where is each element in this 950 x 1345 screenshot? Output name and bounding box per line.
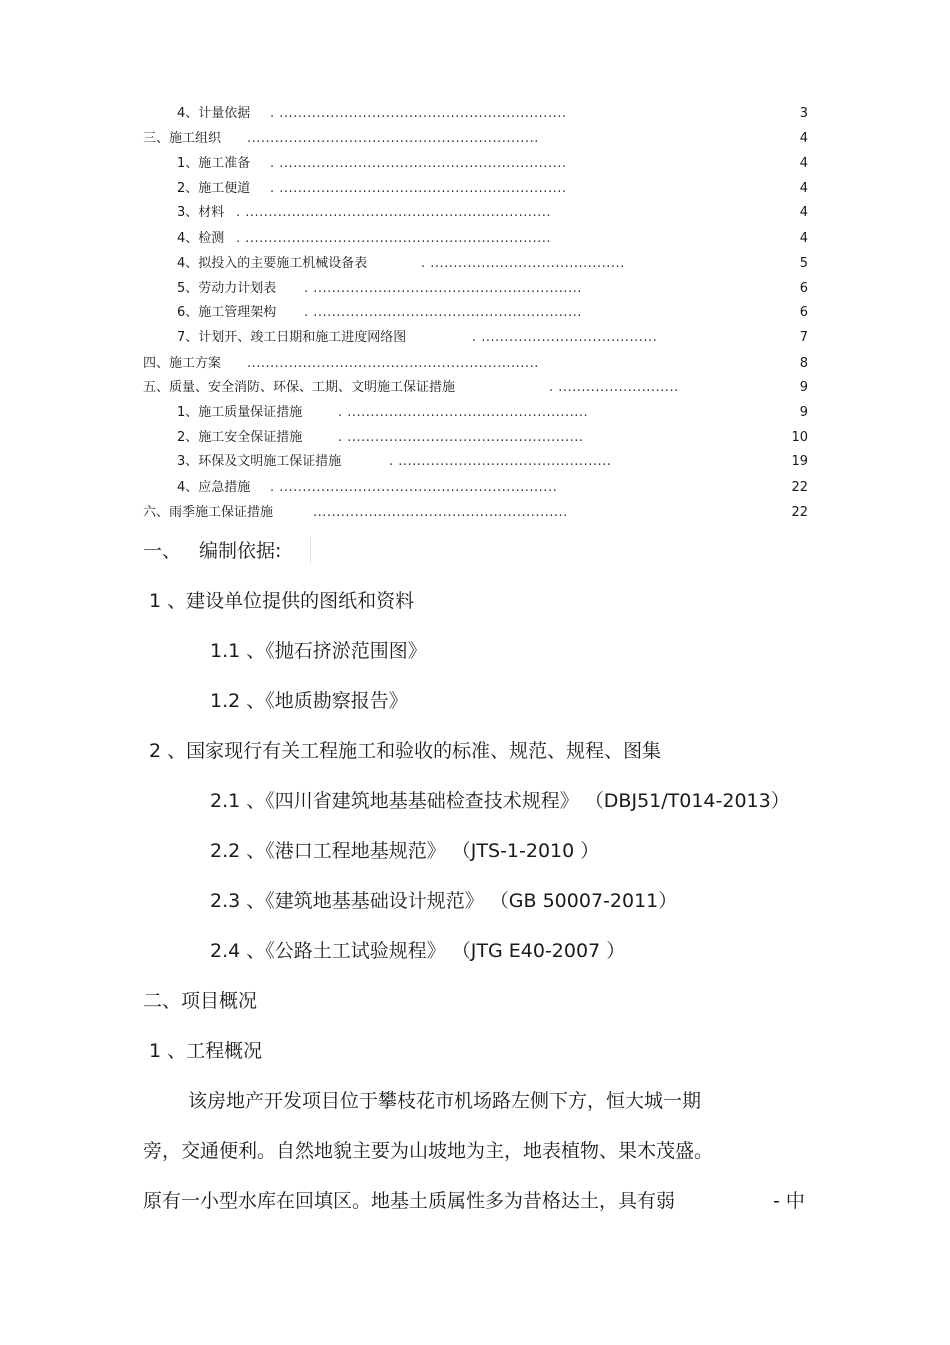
toc-label: 6、施工管理架构	[177, 305, 277, 320]
toc-entry[interactable]	[0, 155, 950, 173]
toc-entry[interactable]	[0, 453, 950, 471]
toc-page-number: 8	[799, 356, 808, 371]
paragraph-line: 该房地产开发项目位于攀枝花市机场路左侧下方，恒大城一期	[188, 1090, 702, 1112]
toc-label: 5、劳动力计划表	[177, 281, 277, 296]
toc-leader: . ......................................	[472, 330, 658, 345]
toc-leader: . ..............................................................	[270, 181, 567, 196]
toc-entry[interactable]	[0, 130, 950, 148]
toc-page-number: 5	[799, 256, 808, 271]
toc-entry[interactable]	[0, 230, 950, 248]
toc-label: 4、检测	[177, 231, 225, 246]
toc-leader: . ..........................................	[421, 256, 625, 271]
toc-entry[interactable]	[0, 204, 950, 222]
section-title: 二、项目概况	[143, 990, 258, 1012]
toc-label: 3、环保及文明施工保证措施	[177, 454, 342, 469]
toc-label: 1、施工质量保证措施	[177, 405, 303, 420]
toc-page-number: 22	[791, 480, 808, 495]
section-number: 一、	[143, 540, 182, 562]
toc-entry[interactable]	[0, 280, 950, 298]
toc-label: 2、施工便道	[177, 181, 251, 196]
toc-page-number: 9	[799, 380, 808, 395]
toc-label: 六、雨季施工保证措施	[143, 505, 274, 520]
toc-entry[interactable]	[0, 304, 950, 322]
list-item: 1.1 、《抛石挤淤范围图》	[210, 640, 427, 662]
toc-leader: . ..........................................................	[304, 281, 582, 296]
toc-label: 五、质量、安全消防、环保、工期、文明施工保证措施	[143, 380, 456, 395]
toc-page-number: 4	[799, 231, 808, 246]
toc-leader: ...............................................................	[247, 356, 539, 371]
toc-leader: . ..................................................................	[236, 231, 551, 246]
toc-leader: . ....................................................	[338, 405, 589, 420]
toc-leader: .......................................................	[313, 505, 568, 520]
list-item: 2.4 、《公路土工试验规程》 （JTG E40-2007 ）	[210, 940, 626, 962]
section-title: 编制依据:	[199, 540, 282, 562]
toc-label: 4、拟投入的主要施工机械设备表	[177, 256, 368, 271]
toc-label: 三、施工组织	[143, 131, 222, 146]
toc-entry[interactable]	[0, 255, 950, 273]
toc-label: 2、施工安全保证措施	[177, 430, 303, 445]
toc-entry[interactable]	[0, 404, 950, 422]
toc-page-number: 9	[799, 405, 808, 420]
toc-page-number: 6	[799, 305, 808, 320]
list-item: 2 、国家现行有关工程施工和验收的标准、规范、规程、图集	[149, 740, 662, 762]
toc-entry[interactable]	[0, 355, 950, 373]
toc-page-number: 3	[799, 106, 808, 121]
paragraph-line: 原有一小型水库在回填区。地基土质属性多为昔格达土，具有弱	[143, 1190, 676, 1212]
paragraph-line: 旁，交通便利。自然地貌主要为山坡地为主，地表植物、果木茂盛。	[143, 1140, 714, 1162]
list-item: 2.1 、《四川省建筑地基基础检查技术规程》 （DBJ51/T014-2013）	[210, 790, 790, 812]
toc-page-number: 10	[791, 430, 808, 445]
list-item: 1 、建设单位提供的图纸和资料	[149, 590, 415, 612]
toc-leader: . ..............................................................	[270, 156, 567, 171]
toc-entry[interactable]	[0, 329, 950, 347]
list-item: 2.2 、《港口工程地基规范》 （JTS-1-2010 ）	[210, 840, 600, 862]
toc-page-number: 19	[791, 454, 808, 469]
toc-leader: . ..........................	[549, 380, 679, 395]
toc-leader: . ..................................................................	[236, 205, 551, 220]
toc-entry[interactable]	[0, 479, 950, 497]
toc-label: 1、施工准备	[177, 156, 251, 171]
toc-entry[interactable]	[0, 429, 950, 447]
toc-entry[interactable]	[0, 180, 950, 198]
toc-page-number: 4	[799, 181, 808, 196]
list-item: 2.3 、《建筑地基基础设计规范》 （GB 50007-2011）	[210, 890, 678, 912]
toc-leader: . ............................................................	[270, 480, 558, 495]
list-item: 1 、工程概况	[149, 1040, 263, 1062]
toc-page-number: 22	[791, 505, 808, 520]
toc-label: 4、应急措施	[177, 480, 251, 495]
paragraph-line-end: - 中	[773, 1190, 805, 1212]
toc-page-number: 4	[799, 156, 808, 171]
toc-page-number: 6	[799, 281, 808, 296]
toc-label: 四、施工方案	[143, 356, 222, 371]
toc-entry[interactable]	[0, 504, 950, 522]
toc-leader: . ...................................................	[338, 430, 584, 445]
toc-page-number: 4	[799, 205, 808, 220]
toc-page-number: 7	[799, 330, 808, 345]
toc-leader: ...............................................................	[247, 131, 539, 146]
toc-leader: . ..............................................	[389, 454, 612, 469]
toc-leader: . ..........................................................	[304, 305, 582, 320]
toc-entry[interactable]	[0, 105, 950, 123]
divider	[293, 537, 311, 564]
list-item: 1.2 、《地质勘察报告》	[210, 690, 408, 712]
toc-label: 7、计划开、竣工日期和施工进度网络图	[177, 330, 407, 345]
toc-page-number: 4	[799, 131, 808, 146]
toc-label: 4、计量依据	[177, 106, 251, 121]
toc-label: 3、材料	[177, 205, 225, 220]
toc-entry[interactable]	[0, 379, 950, 397]
toc-leader: . ..............................................................	[270, 106, 567, 121]
